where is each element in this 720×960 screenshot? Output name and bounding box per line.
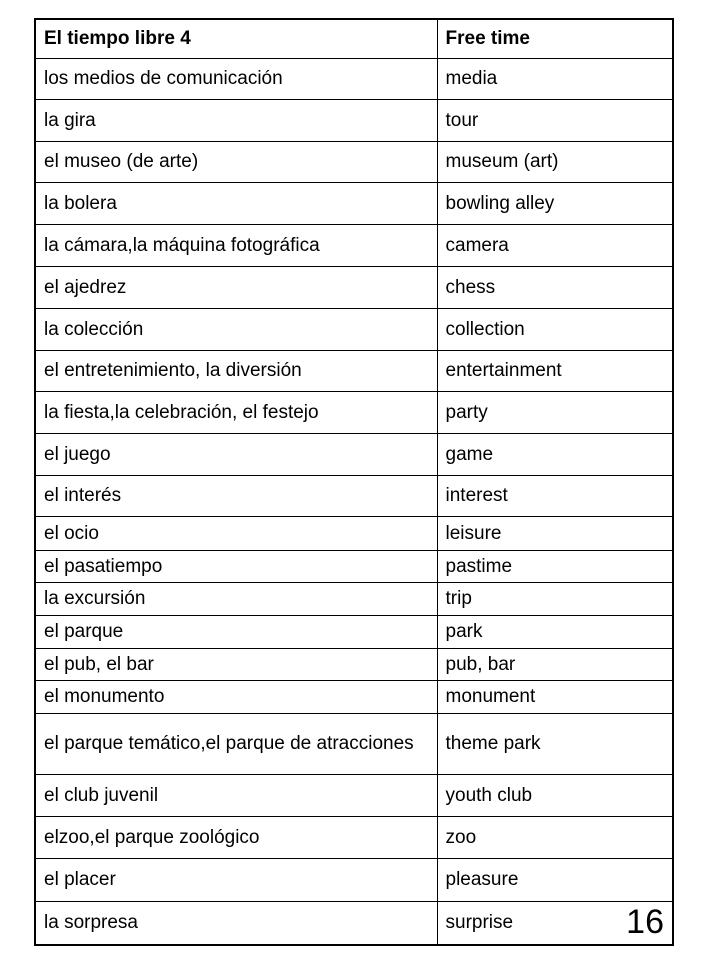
table-row: [35, 100, 673, 142]
english-term: park: [437, 616, 673, 649]
vocabulary-table: [34, 18, 674, 946]
spanish-term: el placer: [35, 859, 437, 902]
english-term: party: [437, 392, 673, 434]
english-term: trip: [437, 583, 673, 616]
table-row: [35, 392, 673, 434]
spanish-term: elzoo,el parque zoológico: [35, 817, 437, 859]
table-row: [35, 681, 673, 714]
table-row: [35, 183, 673, 225]
spanish-term: la colección: [35, 309, 437, 351]
english-term: camera: [437, 225, 673, 267]
table-row: [35, 59, 673, 100]
english-term: pub, bar: [437, 649, 673, 681]
english-term: game: [437, 434, 673, 476]
table-row: [35, 551, 673, 583]
table-row: [35, 859, 673, 902]
english-term: leisure: [437, 517, 673, 551]
spanish-term: el entretenimiento, la diversión: [35, 351, 437, 392]
spanish-term: el parque: [35, 616, 437, 649]
table-row: [35, 714, 673, 775]
table-row: [35, 649, 673, 681]
page-number: 16: [626, 903, 664, 941]
spanish-term: el ocio: [35, 517, 437, 551]
english-term: pastime: [437, 551, 673, 583]
table-row: [35, 583, 673, 616]
spanish-term: el monumento: [35, 681, 437, 714]
table-row: [35, 309, 673, 351]
table-row: [35, 616, 673, 649]
english-term: pleasure: [437, 859, 673, 902]
spanish-term: la excursión: [35, 583, 437, 616]
spanish-term: el pasatiempo: [35, 551, 437, 583]
table-row: [35, 902, 673, 945]
english-term: media: [437, 59, 673, 100]
table-row: [35, 434, 673, 476]
table-row: [35, 267, 673, 309]
spanish-term: la fiesta,la celebración, el festejo: [35, 392, 437, 434]
table-row: [35, 142, 673, 183]
spanish-term: el interés: [35, 476, 437, 517]
english-term: interest: [437, 476, 673, 517]
spanish-term: el parque temático,el parque de atracciones: [35, 714, 437, 775]
english-term: zoo: [437, 817, 673, 859]
spanish-term: el juego: [35, 434, 437, 476]
spanish-term: el museo (de arte): [35, 142, 437, 183]
english-term: museum (art): [437, 142, 673, 183]
table-row: [35, 476, 673, 517]
table-row: [35, 517, 673, 551]
english-term: surprise: [437, 902, 673, 945]
spanish-term: el ajedrez: [35, 267, 437, 309]
spanish-term: los medios de comunicación: [35, 59, 437, 100]
header-spanish: El tiempo libre 4: [35, 19, 437, 59]
spanish-term: la gira: [35, 100, 437, 142]
english-term: theme park: [437, 714, 673, 775]
spanish-term: la sorpresa: [35, 902, 437, 945]
table-row: [35, 225, 673, 267]
header-english: Free time: [437, 19, 673, 59]
english-term: collection: [437, 309, 673, 351]
english-term: monument: [437, 681, 673, 714]
english-term: entertainment: [437, 351, 673, 392]
table-header-row: [35, 19, 673, 59]
spanish-term: el pub, el bar: [35, 649, 437, 681]
spanish-term: el club juvenil: [35, 775, 437, 817]
english-term: bowling alley: [437, 183, 673, 225]
table-row: [35, 775, 673, 817]
english-term: chess: [437, 267, 673, 309]
table-row: [35, 351, 673, 392]
english-term: tour: [437, 100, 673, 142]
english-term: youth club: [437, 775, 673, 817]
table-row: [35, 817, 673, 859]
spanish-term: la bolera: [35, 183, 437, 225]
spanish-term: la cámara,la máquina fotográfica: [35, 225, 437, 267]
